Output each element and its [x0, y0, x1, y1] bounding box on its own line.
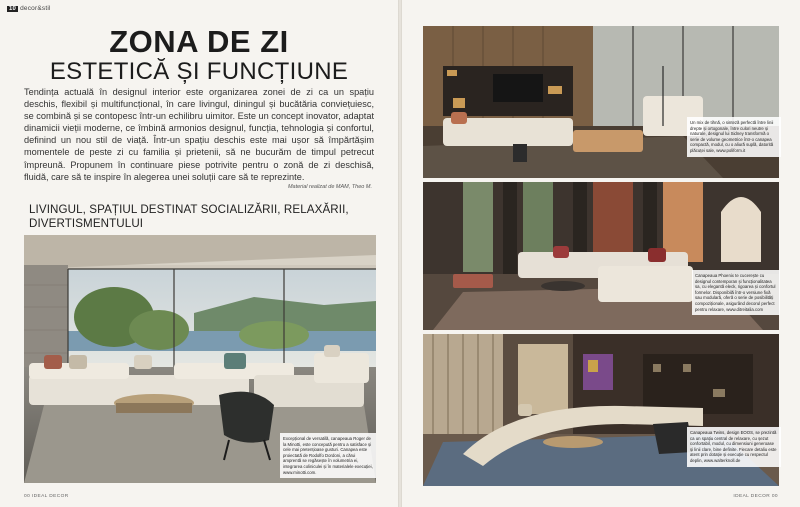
page-subtitle: ESTETICĂ ȘI FUNCȚIUNE: [49, 58, 349, 85]
intro-paragraph: Tendința actuală în designul interior este organizarea zonei de zi ca un spațiu deschis, flexibil și multifuncțional, în care livingul, diningul și bucătăria conviețuiesc, se combină și se contopesc într-un echilibru uimitor. Este un concept inovator, adaptat dinamicii vieții moderne, ce îmbină armonios designul, funcția, tehnologia și confortul, definind un nou stil de viață. Într-un spațiu deschis este mai ușor să împărtășim momentele de peste zi cu familia și prietenii, să ne bucurăm de timpul petrecut împreună. Propunem în continuare piese potrivite pentru o zonă de zi deschisă, fluidă, care să te inspire în alegerea unei soluții care să te reprezinte.: [24, 87, 374, 182]
article-credit: Material realizat de MAM, Theo M.: [287, 184, 372, 190]
caption-main: Excepțional de versatilă, canapeaua Roger de la Minotti, este concepută pentru a satisface și cele mai pretențioase gusturi. Canapea este proiectată de Rodolfo Dordoni, a cărui amprentă se regăsește în volumetria ei, integrarea coliniculei și în materialele execuției, www.minotti.com.: [280, 433, 376, 478]
section-number: 10: [9, 5, 17, 12]
folio-right: IDEAL DECOR 00: [733, 494, 778, 499]
left-page: [0, 0, 398, 507]
page-title: ZONA DE ZI: [109, 24, 289, 59]
section-tag: [7, 5, 51, 12]
section-label: decor&stil: [20, 5, 51, 12]
caption-bottom-right: Canapeaua Twins, design EOOS, se prezintă ca un spațiu central de relaxare, cu șezut confortabil, modul, cu dimensiuni generoase și linii clare, bine definite. Fiecare detaliu este atent prin dotație și execuție cu respectul deplin, www.walterknoll.de: [687, 427, 781, 467]
folio-left: 00 IDEAL DECOR: [24, 494, 69, 499]
caption-top-right: Un mix de tihnă, o sinteză perfectă între linii drepte și ortogonale, între culori neutre și naturale, designul lui Sidney transformă o serie de volume geometrice într-o canapea compactă, modul, cu o aliură suplă, datorită plăcuței sale, www.poliform.it: [687, 117, 781, 157]
living-heading: LIVINGUL, SPAȚIUL DESTINAT SOCIALIZĂRII, RELAXĂRII, DIVERTISMENTULUI: [29, 203, 349, 230]
caption-mid-right: Canapeaua Phoenix te cucerește cu designul contemporan și funcționalitatea sa, cu elegantă eleck, rigoarea și confortul formelor. Disponibilă într-o versiune fixă sau modulară, oferă o serie de posibilități compoziționale, asigurând decorul perfect pentru relaxare, www.ditreitalia.com: [692, 270, 780, 315]
right-page: [402, 0, 800, 507]
